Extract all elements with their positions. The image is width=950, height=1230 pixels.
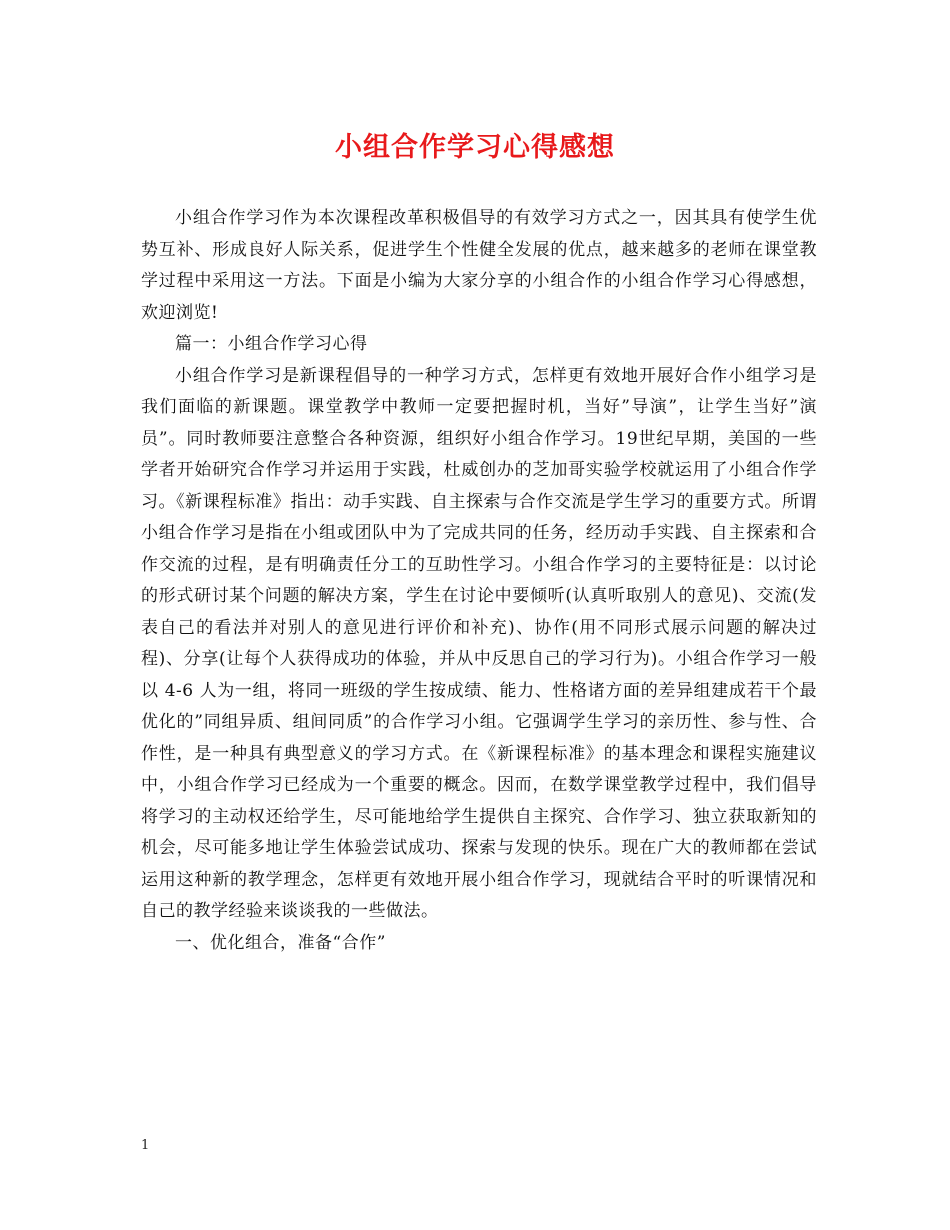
- section-heading: 篇一：小组合作学习心得: [175, 334, 368, 354]
- document-title: 小组合作学习心得感想: [335, 132, 615, 163]
- main-paragraph: 小组合作学习是新课程倡导的一种学习方式，怎样更有效地开展好合作小组学习是我们面临的新课题。课堂教学中教师一定要把握时机，当好”导演”，让学生当好”演员”。同时教师要注意整合各种资源，组织好小组合作学习。19世纪早期，美国的一些学者开始研究合作学习并运用于实践，杜威创办的芝加哥实验学校就运用了小组合作学习。《新课程标准》指出：动手实践、自主探索与合作交流是学生学习的重要方式。所谓小组合作学习是指在小组或团队中为了完成共同的任务，经历动手实践、自主探索和合作交流的过程，是有明确责任分工的互助性学习。小组合作学习的主要特征是：以讨论的形式研讨某个问题的解决方案，学生在讨论中要倾听(认真听取别人的意见)、交流(发表自己的看法并对别人的意见进行评价和补充)、协作(用不同形式展示问题的解决过程)、分享(让每个人获得成功的体验，并从中反思自己的学习行为)。小组合作学习一般以 4-6 人为一组，将同一班级的学生按成绩、能力、性格诸方面的差异组建成若干个最优化的”同组异质、组间同质”的合作学习小组。它强调学生学习的亲历性、参与性、合作性，是一种具有典型意义的学习方式。在《新课程标准》的基本理念和课程实施建议中，小组合作学习已经成为一个重要的概念。因而，在数学课堂教学过程中，我们倡导将学习的主动权还给学生，尽可能地给学生提供自主探究、合作学习、独立获取新知的机会，尽可能多地让学生体验尝试成功、探索与发现的快乐。现在广大的教师都在尝试运用这种新的教学理念，怎样更有效地开展小组合作学习，现就结合平时的听课情况和自己的教学经验来谈谈我的一些做法。: [141, 365, 817, 921]
- intro-paragraph: 小组合作学习作为本次课程改革积极倡导的有效学习方式之一，因其具有使学生优势互补、形成良好人际关系，促进学生个性健全发展的优点，越来越多的老师在课堂教学过程中采用这一方法。下面是小编为大家分享的小组合作的小组合作学习心得感想，欢迎浏览!: [141, 208, 817, 323]
- page-number: 1: [141, 1138, 150, 1153]
- document-body: [141, 203, 817, 959]
- subsection-heading: 一、优化组合，准备“合作”: [175, 932, 386, 953]
